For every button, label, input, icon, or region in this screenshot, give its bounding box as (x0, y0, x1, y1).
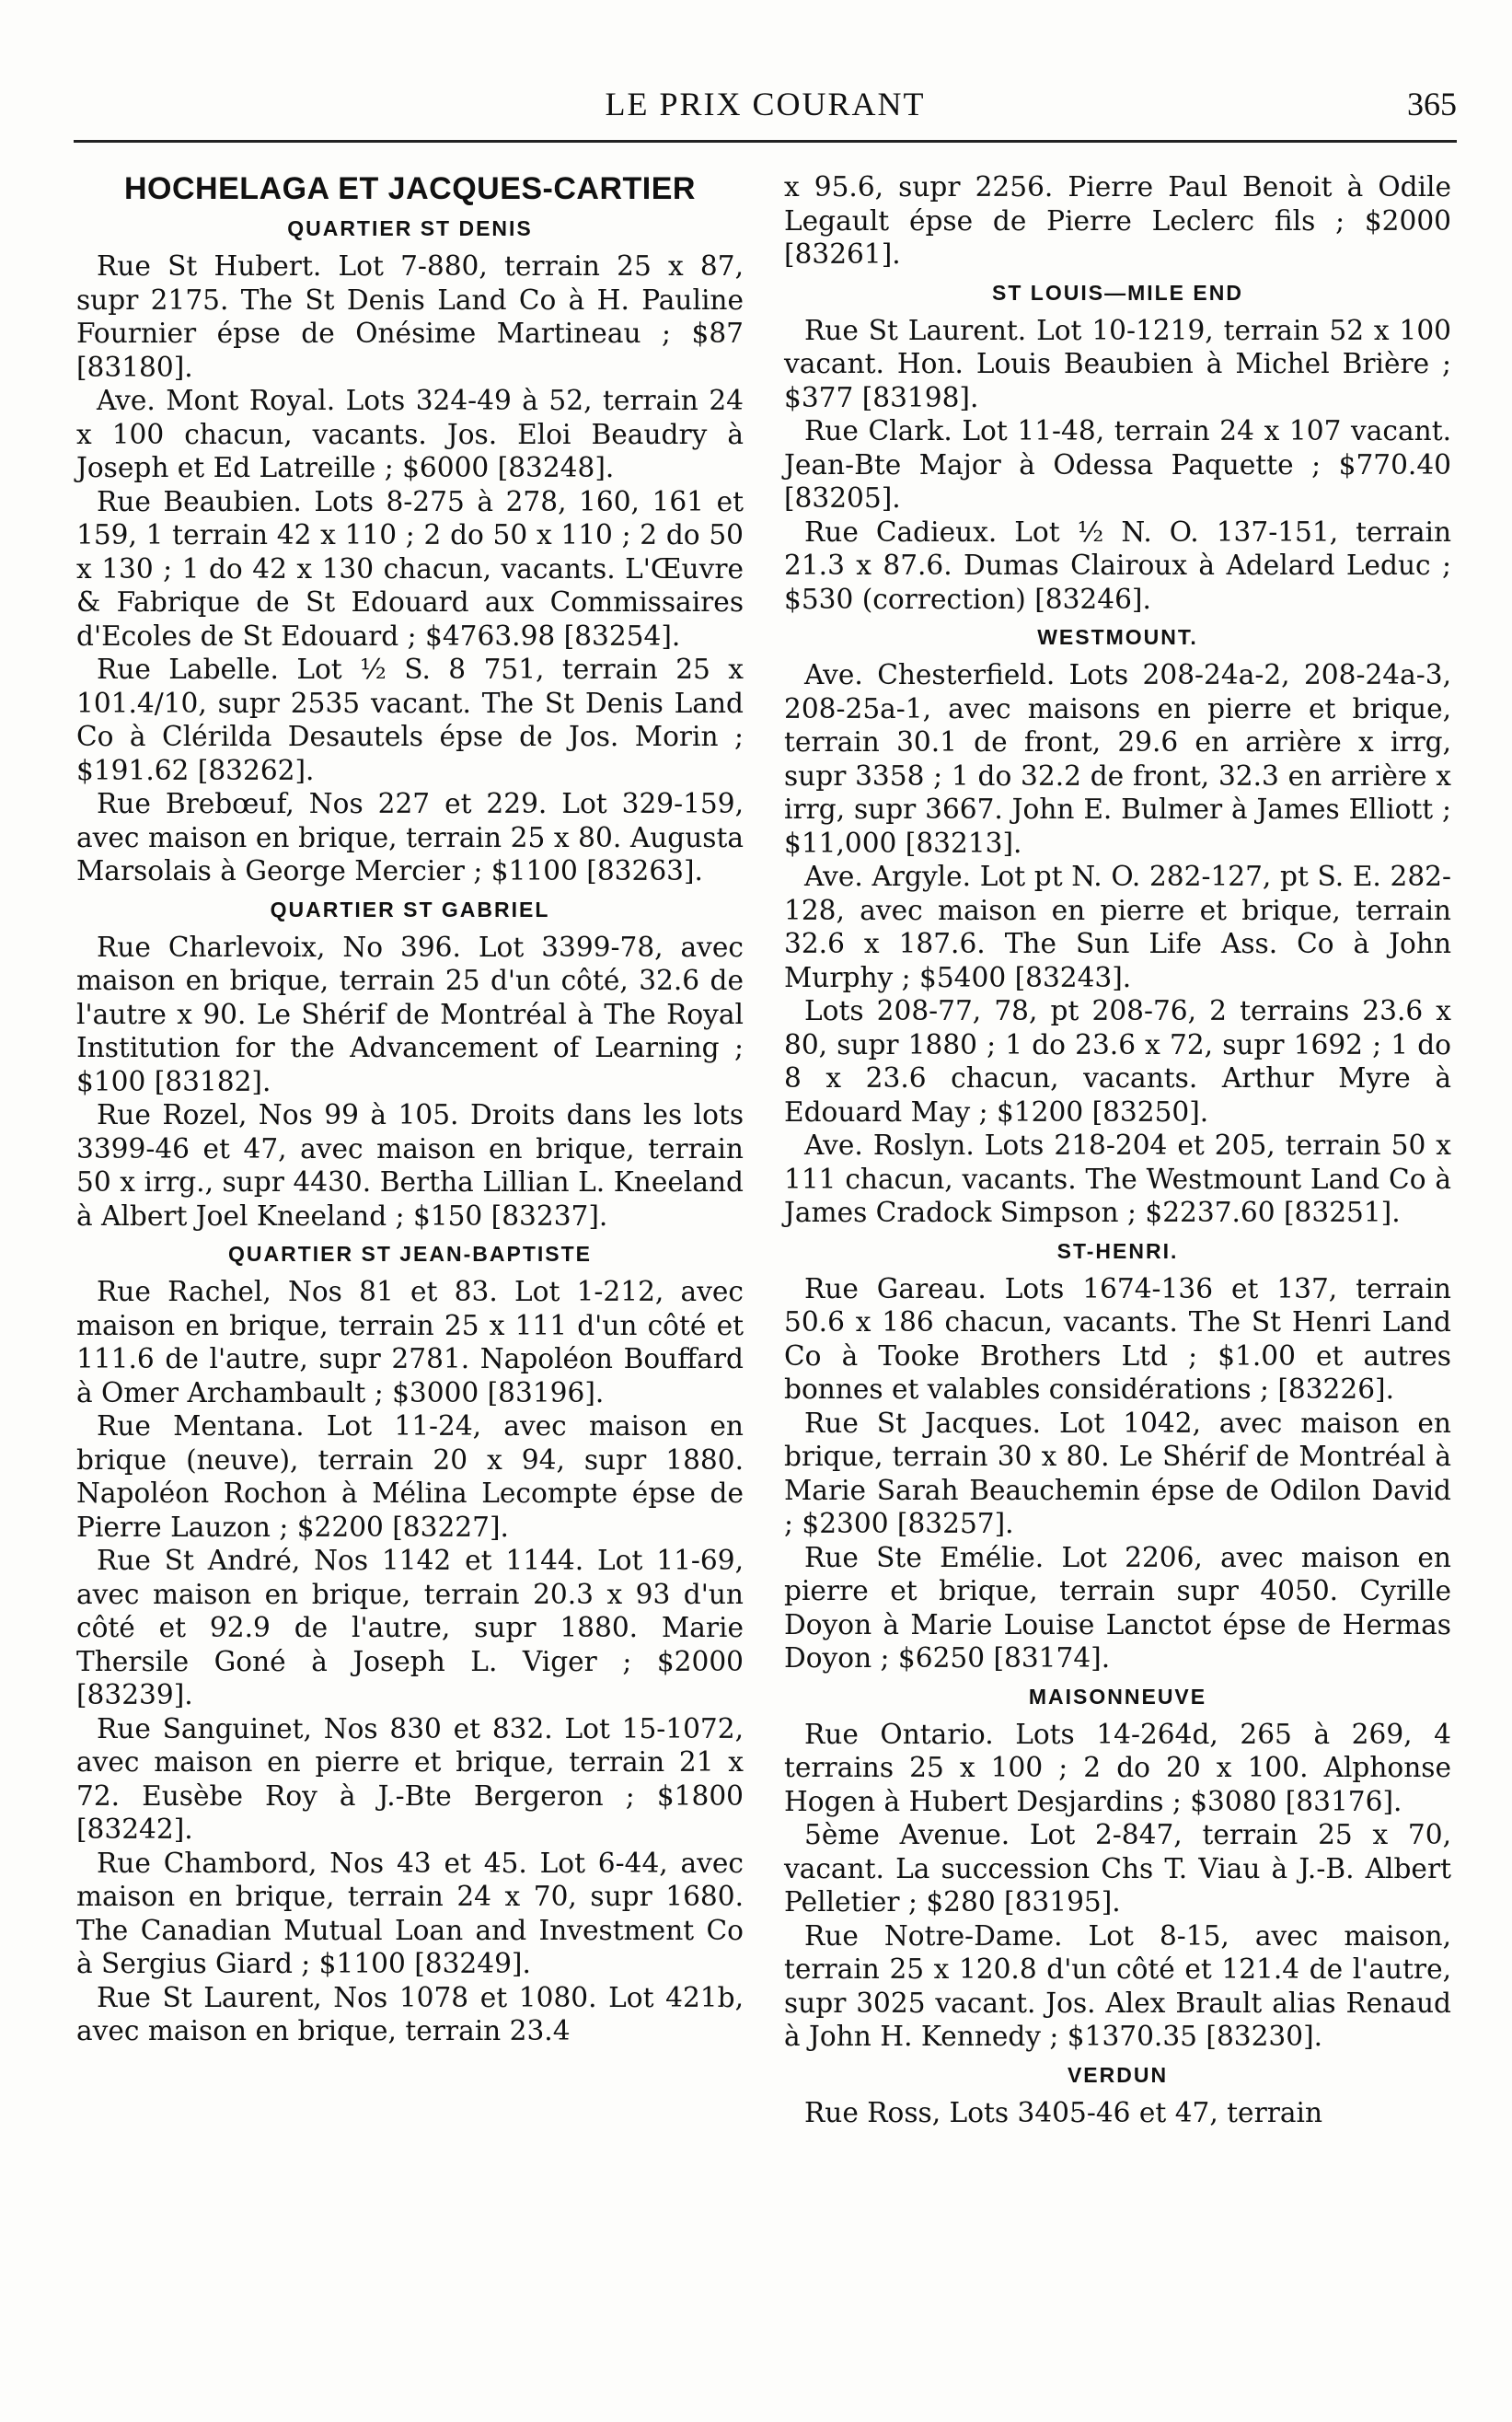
sale-entry: Rue Chambord, Nos 43 et 45. Lot 6-44, avec maison en brique, terrain 24 x 70, supr 1680. The Canadian Mutual Loan and Investment Co à Sergius Giard ; $1100 [83249]. (76, 1847, 744, 1979)
sale-entry: Rue Gareau. Lots 1674-136 et 137, terrain 50.6 x 186 chacun, vacants. The St Henri Land Co à Tooke Brothers Ltd ; $1.00 et autres bonnes et valables considérations ; [83226]. (784, 1272, 1451, 1405)
sale-entry: Ave. Roslyn. Lots 218-204 et 205, terrain 50 x 111 chacun, vacants. The Westmount Land Co à James Cradock Simpson ; $2237.60 [83251]. (784, 1130, 1451, 1228)
running-head (74, 85, 1457, 131)
sale-entry: Rue St Hubert. Lot 7-880, terrain 25 x 87, supr 2175. The St Denis Land Co à H. Pauline Fournier épse de Onésime Martineau ; $87 [83180]. (76, 250, 744, 383)
sale-entry: Rue Notre-Dame. Lot 8-15, avec maison, terrain 25 x 120.8 d'un côté et 121.4 de l'autre, supr 3025 vacant. Jos. Alex Brault alias Renaud à John H. Kennedy ; $1370.35 [83230]. (784, 1919, 1451, 2052)
district-heading: HOCHELAGA ET JACQUES-CARTIER (124, 171, 696, 206)
sale-entry: Rue Rachel, Nos 81 et 83. Lot 1-212, avec maison en brique, terrain 25 x 111 d'un côté et 111.6 de l'autre, supr 2781. Napoléon Bouffard à Omer Archambault ; $3000 [83196]. (76, 1276, 744, 1408)
right-column (784, 170, 1451, 2129)
sale-entry: Lots 208-77, 78, pt 208-76, 2 terrains 23.6 x 80, supr 1880 ; 1 do 23.6 x 72, supr 1692 ; 1 do 8 x 23.6 chacun, vacants. Arthur Myre à Edouard May ; $1200 [83250]. (784, 995, 1451, 1128)
header-rule (74, 140, 1457, 143)
sale-entry: Rue Rozel, Nos 99 à 105. Droits dans les lots 3399-46 et 47, avec maison en brique, terrain 50 x irrg., supr 4430. Bertha Lillian L. Kneeland à Albert Joel Kneeland ; $150 [83237]. (76, 1099, 744, 1232)
sale-entry: Rue Beaubien. Lots 8-275 à 278, 160, 161 et 159, 1 terrain 42 x 110 ; 2 do 50 x 110 ; 2 do 50 x 130 ; 1 do 42 x 130 chacun, vacants. L'Œuvre & Fabrique de St Edouard aux Commissaires d'Ecoles de St Edouard ; $4763.98 [83254]. (76, 485, 744, 652)
section-heading-st-henri: ST-HENRI. (1056, 1238, 1179, 1263)
sale-entry: Rue Ste Emélie. Lot 2206, avec maison en pierre et brique, terrain supr 4050. Cyrille Doyon à Marie Louise Lanctot épse de Hermas Doyon ; $6250 [83174]. (784, 1541, 1451, 1674)
sale-entry: Rue Ross, Lots 3405-46 et 47, terrain (804, 2096, 1323, 2128)
sale-entry: 5ème Avenue. Lot 2-847, terrain 25 x 70, vacant. La succession Chs T. Viau à J.-B. Albert Pelletier ; $280 [83195]. (784, 1819, 1451, 1918)
running-title: LE PRIX COURANT (605, 86, 926, 122)
section-heading-st-gabriel: QUARTIER ST GABRIEL (270, 897, 550, 921)
sale-entry: Rue Brebœuf, Nos 227 et 229. Lot 329-159, avec maison en brique, terrain 25 x 80. Augusta Marsolais à George Mercier ; $1100 [83263]. (76, 788, 744, 887)
section-heading-westmount: WESTMOUNT. (1037, 625, 1198, 649)
section-heading-maisonneuve: MAISONNEUVE (1028, 1684, 1207, 1709)
section-heading-st-denis: QUARTIER ST DENIS (287, 216, 533, 240)
section-heading-st-jean-baptiste: QUARTIER ST JEAN-BAPTISTE (227, 1242, 593, 1266)
sale-entry: Rue St André, Nos 1142 et 1144. Lot 11-69, avec maison en brique, terrain 20.3 x 93 d'un côté et 92.9 de l'autre, supr 1880. Marie Thersile Goné à Joseph L. Viger ; $2000 [83239]. (76, 1545, 744, 1710)
sale-entry: Rue Ontario. Lots 14-264d, 265 à 269, 4 terrains 25 x 100 ; 2 do 20 x 100. Alphonse Hogen à Hubert Desjardins ; $3080 [83176]. (784, 1718, 1451, 1817)
sale-entry: Ave. Mont Royal. Lots 324-49 à 52, terrain 24 x 100 chacun, vacants. Jos. Eloi Beaudry à Joseph et Ed Latreille ; $6000 [83248]. (76, 385, 744, 483)
sale-entry: Rue Sanguinet, Nos 830 et 832. Lot 15-1072, avec maison en pierre et brique, terrain 21 x 72. Eusèbe Roy à J.-Bte Bergeron ; $1800 [83242]. (76, 1712, 744, 1845)
sale-entry: Rue Clark. Lot 11-48, terrain 24 x 107 vacant. Jean-Bte Major à Odessa Paquette ; $770.40 [83205]. (784, 415, 1451, 514)
sale-entry: Rue Cadieux. Lot ½ N. O. 137-151, terrain 21.3 x 87.6. Dumas Clairoux à Adelard Leduc ; $530 (correction) [83246]. (784, 516, 1451, 615)
sale-entry: Rue Mentana. Lot 11-24, avec maison en brique (neuve), terrain 20 x 94, supr 1880. Napoléon Rochon à Mélina Lecompte épse de Pierre Lauzon ; $2200 [83227]. (76, 1410, 744, 1543)
left-column (76, 170, 744, 2048)
sale-entry: Ave. Argyle. Lot pt N. O. 282-127, pt S. E. 282-128, avec maison en pierre et brique, terrain 32.6 x 187.6. The Sun Life Ass. Co à John Murphy ; $5400 [83243]. (784, 861, 1451, 993)
sale-entry: Ave. Chesterfield. Lots 208-24a-2, 208-24a-3, 208-25a-1, avec maisons en pierre et brique, terrain 30.1 de front, 29.6 en arrière x irrg, supr 3358 ; 1 do 32.2 de front, 32.3 en arrière x irrg, supr 3667. John E. Bulmer à James Elliott ; $11,000 [83213]. (784, 659, 1451, 859)
sale-entry: Rue Charlevoix, No 396. Lot 3399-78, avec maison en brique, terrain 25 d'un côté, 32.6 de l'autre x 90. Le Shérif de Montréal à The Royal Institution for the Advancement of Learning ; $100 [83182]. (76, 931, 744, 1097)
section-heading-st-louis-mile-end: ST LOUIS—MILE END (992, 280, 1243, 305)
page-number: 365 (1407, 86, 1457, 122)
sale-entry: Rue St Jacques. Lot 1042, avec maison en brique, terrain 30 x 80. Le Shérif de Montréal à Marie Sarah Beauchemin épse de Odilon David ; $2300 [83257]. (784, 1407, 1451, 1539)
continued-entry: x 95.6, supr 2256. Pierre Paul Benoit à Odile Legault épse de Pierre Leclerc fils ; $2000 [83261]. (784, 171, 1451, 270)
sale-entry: Rue St Laurent, Nos 1078 et 1080. Lot 421b, avec maison en brique, terrain 23.4 (76, 1981, 744, 2046)
sale-entry: Rue St Laurent. Lot 10-1219, terrain 52 x 100 vacant. Hon. Louis Beaubien à Michel Brière ; $377 [83198]. (784, 314, 1451, 413)
section-heading-verdun: VERDUN (1067, 2062, 1169, 2087)
sale-entry: Rue Labelle. Lot ½ S. 8 751, terrain 25 x 101.4/10, supr 2535 vacant. The St Denis Land Co à Clérilda Desautels épse de Jos. Morin ; $191.62 [83262]. (76, 654, 744, 786)
